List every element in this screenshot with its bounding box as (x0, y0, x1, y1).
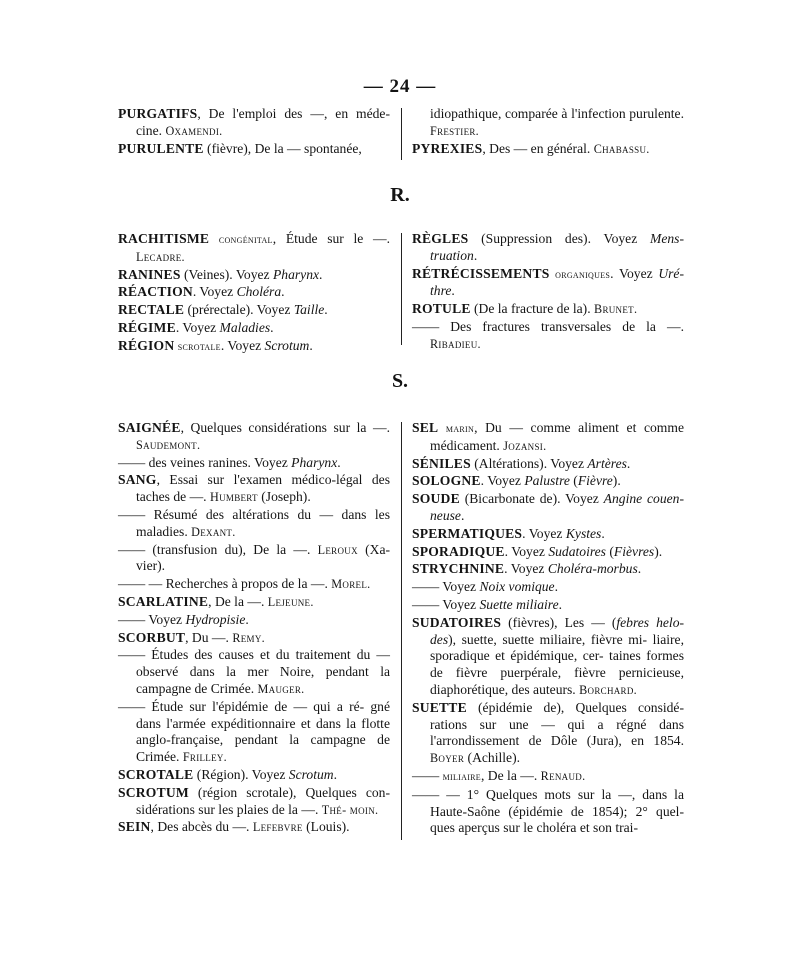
index-entry: SPORADIQUE. Voyez Sudatoires (Fièvres). (412, 543, 663, 559)
index-entry: SUETTE (épidémie de), Quelques considé- rations sur une — qui a régné dans l'arrondissement de Dôle (Jura), en 1854. Boyer (Achille). (412, 699, 684, 766)
left-column (118, 106, 390, 158)
index-entry: RÉACTION. Voyez Choléra. (118, 284, 285, 300)
section-r-block (118, 231, 686, 353)
index-entry: STRYCHNINE. Voyez Choléra-morbus. (412, 561, 642, 577)
index-entry: RECTALE (prérectale). Voyez Taille. (118, 302, 328, 318)
index-entry: —— miliaire, De la —. Renaud. (412, 767, 586, 783)
index-entry: PURULENTE (fièvre), De la — spontanée, (118, 140, 362, 156)
index-entry: SANG, Essai sur l'examen médico-légal des taches de —. Humbert (Joseph). (118, 472, 390, 505)
index-entry: RÈGLES (Suppression des). Voyez Mens- truation. (412, 231, 684, 263)
index-entry: —— Étude sur l'épidémie de — qui a ré- gné dans l'armée expéditionnaire et dans la flotte anglo-française, pendant la campagne de Crimée. Frilley. (118, 698, 390, 765)
index-entry: —— Résumé des altérations du — dans les maladies. Dexant. (118, 506, 390, 539)
right-column (412, 106, 684, 158)
right-column (412, 420, 684, 838)
page-number: — 24 — (363, 76, 437, 97)
index-entry: ROTULE (De la fracture de la). Brunet. (412, 301, 638, 317)
index-entry: RÉTRÉCISSEMENTS organiques. Voyez Uré- thre. (412, 265, 684, 299)
section-letter-s: S. (391, 370, 409, 392)
index-entry: —— Études des causes et du traitement du — observé dans la mer Noire, pendant la campagne de Crimée. Mauger. (118, 647, 390, 696)
index-entry: SUDATOIRES (fièvres), Les — (febres helo- des), suette, suette miliaire, fièvre mi- liaire, sporadique et épidémique, cer- taines formes de fièvre puerpérale, fièvre pernicieuse, diaphorétique, des auteurs. Borchard. (412, 614, 685, 697)
index-entry: SOUDE (Bicarbonate de). Voyez Angine couen- neuse. (412, 491, 685, 523)
section-letter-r: R. (390, 184, 410, 206)
index-entry: —— des veines ranines. Voyez Pharynx. (118, 454, 341, 470)
index-entry: —— Voyez Hydropisie. (118, 611, 249, 627)
section-s-block (118, 420, 686, 840)
index-entry: RÉGIME. Voyez Maladies. (118, 319, 274, 335)
index-entry: RÉGION scrotale. Voyez Scrotum. (118, 337, 313, 353)
left-column (118, 420, 390, 837)
index-entry: —— (transfusion du), De la —. Leroux (Xa- vier). (118, 541, 390, 574)
index-entry: —— — 1° Quelques mots sur la —, dans la Haute-Saône (épidémie de 1854); 2° quel- ques aperçus sur le choléra et son trai- (412, 786, 684, 836)
index-entry: SCROTALE (Région). Voyez Scrotum. (118, 766, 338, 782)
index-entry: —— Voyez Suette miliaire. (412, 596, 563, 612)
index-entry: SEIN, Des abcès du —. Lefebvre (Louis). (118, 819, 350, 835)
index-entry: SÉNILES (Altérations). Voyez Artères. (412, 455, 631, 471)
index-entry: SCORBUT, Du —. Remy. (118, 629, 266, 645)
column-divider (401, 108, 402, 160)
index-entry: SCARLATINE, De la —. Lejeune. (118, 593, 314, 609)
left-column (118, 231, 390, 357)
index-entry: SOLOGNE. Voyez Palustre (Fièvre). (412, 473, 621, 489)
index-entry: —— Des fractures transversales de la —. Ribadieu. (412, 318, 684, 351)
index-entry: SEL marin, Du — comme aliment et comme médicament. Jozansi. (412, 420, 684, 453)
column-divider (401, 233, 402, 345)
index-entry: SCROTUM (région scrotale), Quelques con- sidérations sur les plaies de la —. Thé- moin. (118, 784, 390, 817)
index-entry: idiopathique, comparée à l'infection purulente. Frestier. (430, 106, 684, 138)
index-entry: SAIGNÉE, Quelques considérations sur la —. Saudemont. (118, 420, 390, 452)
index-entry: —— Voyez Noix vomique. (412, 579, 558, 595)
index-entry: PYREXIES, Des — en général. Chabassu. (412, 140, 650, 156)
column-divider (401, 422, 402, 840)
index-entry: —— — Recherches à propos de la —. Morel. (118, 576, 371, 592)
index-entry: PURGATIFS, De l'emploi des —, en méde- cine. Oxamendi. (118, 106, 390, 138)
right-column (412, 231, 684, 354)
index-entry: RACHITISME congénital, Étude sur le —. Lecadre. (118, 231, 390, 264)
index-entry: SPERMATIQUES. Voyez Kystes. (412, 525, 605, 541)
section-p-block (118, 106, 686, 162)
index-entry: RANINES (Veines). Voyez Pharynx. (118, 266, 323, 282)
